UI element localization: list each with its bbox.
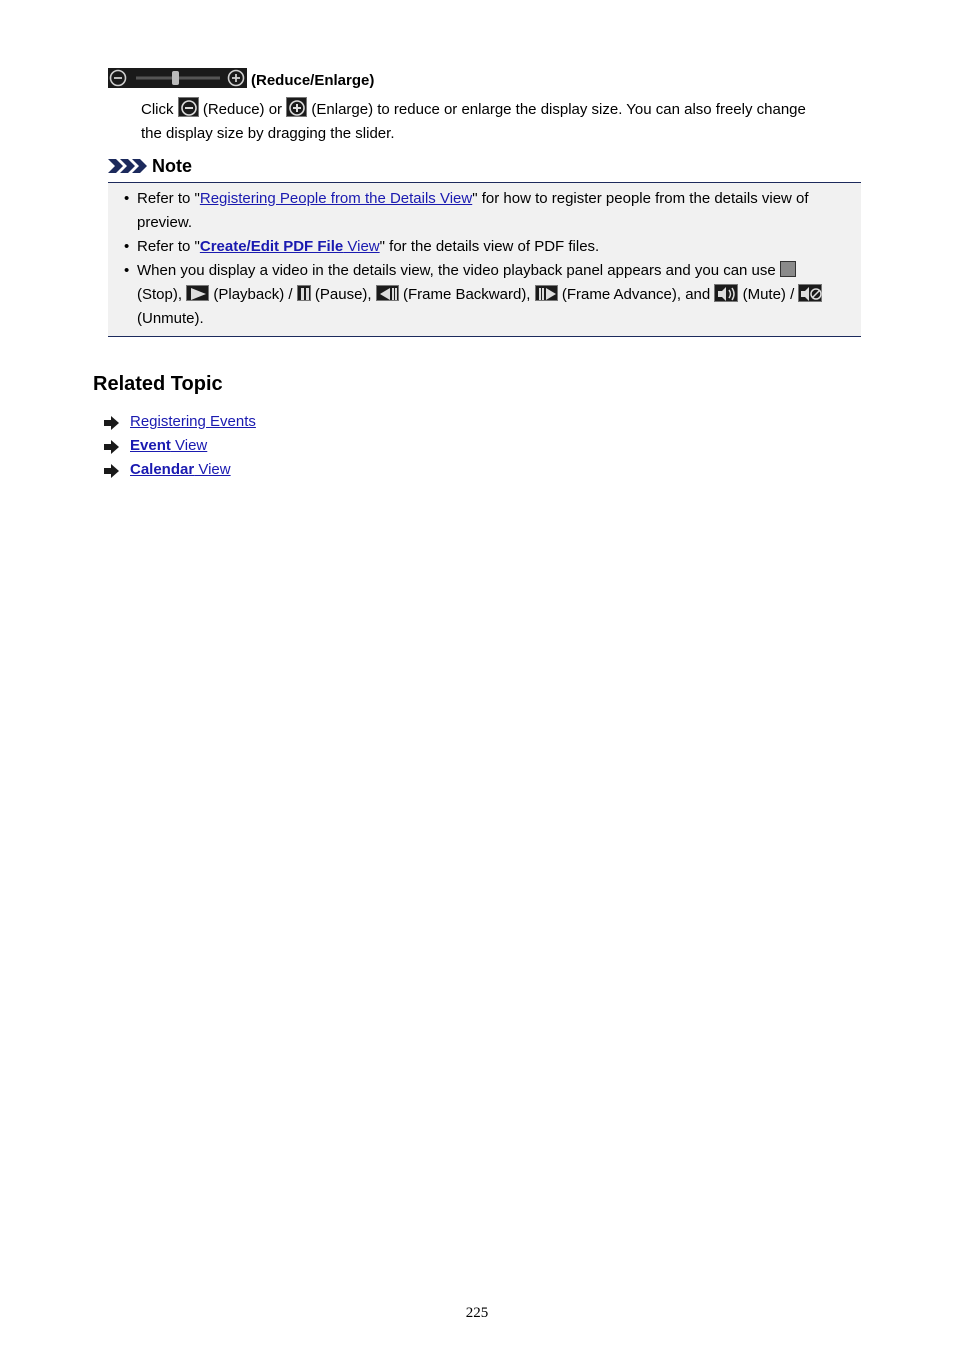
frame-backward-icon bbox=[376, 285, 399, 301]
related-link-text: Registering Events bbox=[130, 413, 256, 430]
playback-text: (Playback) / bbox=[213, 286, 293, 303]
unmute-text: (Unmute). bbox=[137, 310, 204, 327]
note-item-2 bbox=[137, 235, 859, 259]
mute-text: (Mute) / bbox=[742, 286, 795, 303]
note-item-3 bbox=[137, 259, 859, 331]
frame-advance-icon bbox=[535, 285, 558, 301]
related-link-registering-events[interactable] bbox=[130, 413, 256, 430]
enlarge-icon bbox=[286, 97, 307, 117]
related-link-event-view[interactable] bbox=[130, 437, 207, 454]
zoom-slider-graphic bbox=[108, 68, 247, 88]
bullet: • bbox=[124, 190, 130, 207]
arrow-right-icon bbox=[104, 464, 120, 478]
bullet: • bbox=[124, 238, 130, 255]
create-edit-pdf-link[interactable] bbox=[200, 238, 380, 255]
pause-text: (Pause), bbox=[314, 286, 372, 303]
create-edit-pdf-link-rest: View bbox=[343, 238, 380, 255]
note-chevron-icon bbox=[108, 156, 148, 180]
section-title: (Reduce/Enlarge) bbox=[251, 72, 375, 89]
pause-icon bbox=[297, 285, 311, 301]
section-description bbox=[141, 97, 861, 146]
desc-click-text: Click bbox=[141, 101, 174, 118]
registering-people-link[interactable]: Registering People from the Details View bbox=[199, 190, 473, 207]
stop-text: (Stop), bbox=[137, 286, 183, 303]
desc-reduce-text: (Reduce) or bbox=[202, 101, 283, 118]
note-item-2-suffix: " for the details view of PDF files. bbox=[379, 238, 600, 255]
note-item-3-line1: When you display a video in the details view, the video playback panel appears and you can use bbox=[137, 262, 776, 279]
zoom-slider[interactable] bbox=[108, 68, 247, 88]
arrow-right-icon bbox=[104, 416, 120, 430]
note-label: Note bbox=[152, 156, 192, 176]
note-item-1-line2: preview. bbox=[137, 214, 193, 231]
related-link-text: View bbox=[194, 461, 231, 478]
note-item-1-prefix: Refer to " bbox=[137, 190, 200, 207]
related-link-bold: Event bbox=[130, 437, 171, 454]
unmute-icon bbox=[798, 284, 822, 302]
related-topic-title: Related Topic bbox=[93, 373, 223, 395]
playback-icon bbox=[186, 285, 209, 301]
note-item-2-prefix: Refer to " bbox=[137, 238, 200, 255]
note-item-1 bbox=[137, 187, 859, 235]
create-edit-pdf-link-bold: Create/Edit PDF File bbox=[199, 238, 344, 255]
bullet: • bbox=[124, 262, 130, 279]
related-link-calendar-view[interactable] bbox=[130, 461, 231, 478]
related-link-bold: Calendar bbox=[130, 461, 195, 478]
page-number: 225 bbox=[465, 1305, 489, 1321]
reduce-icon bbox=[178, 97, 199, 117]
related-link-text: View bbox=[170, 437, 208, 454]
frame-advance-text: (Frame Advance), and bbox=[561, 286, 711, 303]
arrow-right-icon bbox=[104, 440, 120, 454]
mute-icon bbox=[714, 284, 738, 302]
stop-icon bbox=[780, 261, 796, 277]
desc-enlarge-text: (Enlarge) to reduce or enlarge the display size. You can also freely change bbox=[311, 101, 806, 118]
note-item-1-suffix: " for how to register people from the details view of bbox=[472, 190, 809, 207]
desc-line2: the display size by dragging the slider. bbox=[141, 125, 395, 142]
frame-backward-text: (Frame Backward), bbox=[402, 286, 531, 303]
